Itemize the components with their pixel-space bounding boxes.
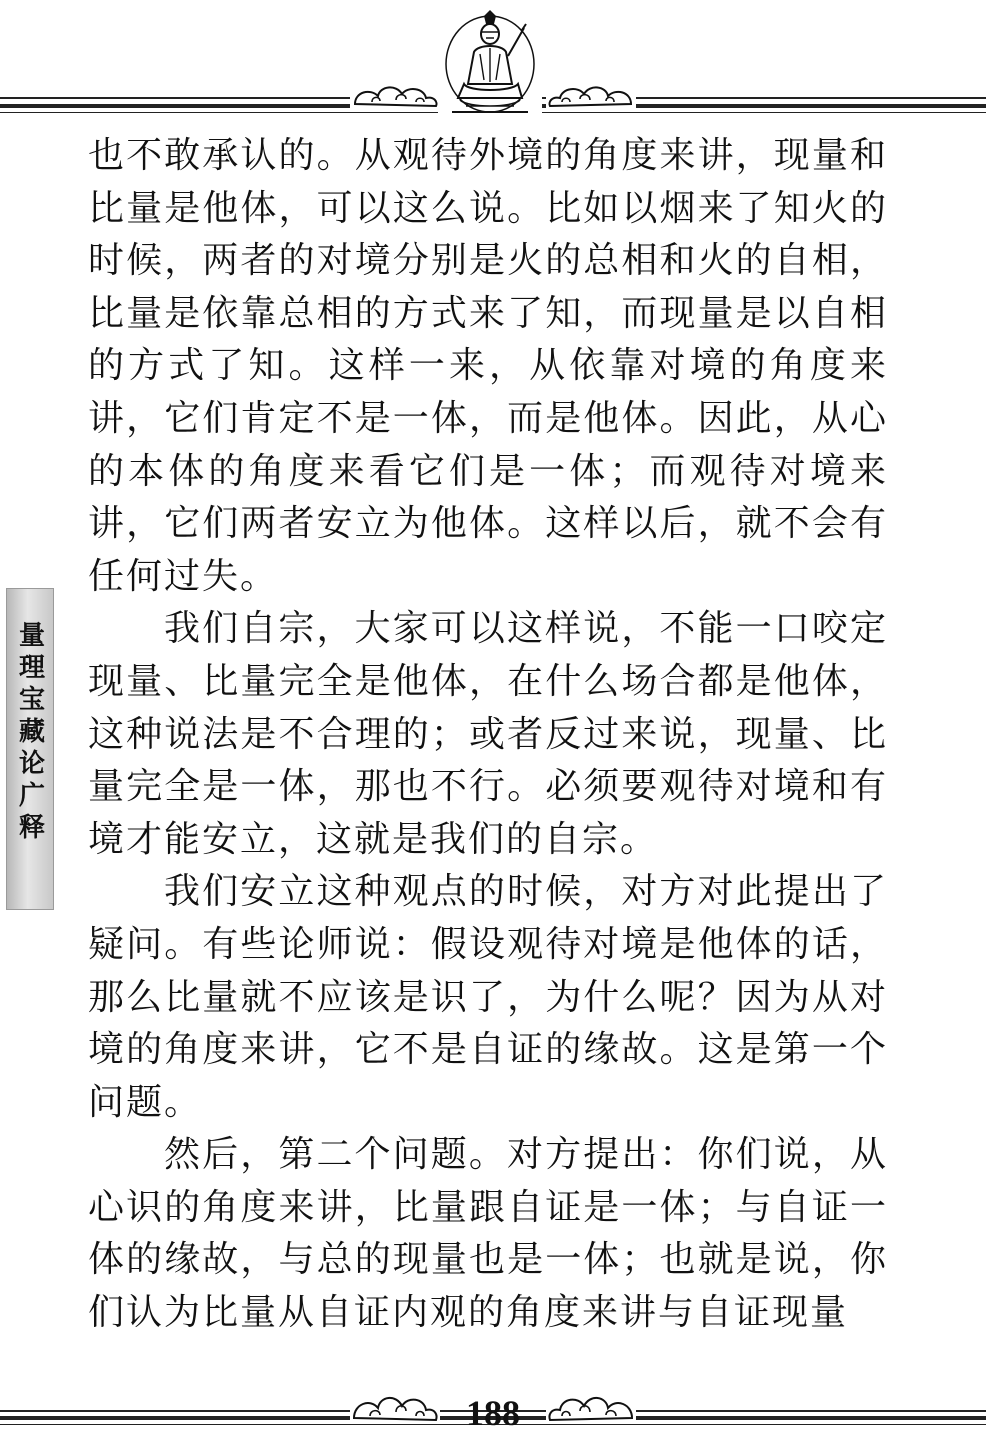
paragraph: 我们安立这种观点的时候，对方对此提出了疑问。有些论师说：假设观待对境是他体的话，那么比量就不应该是识了，为什么呢？因为从对境的角度来讲，它不是自证的缘故。这是第一个问题。 <box>88 871 888 1123</box>
paragraph: 然后，第二个问题。对方提出：你们说，从心识的角度来讲，比量跟自证是一体；与自证一体的缘故，与总的现量也是一体；也就是说，你们认为比量从自证内观的角度来讲与自证现量 <box>88 1134 888 1334</box>
cloud-left-icon <box>350 82 440 110</box>
paragraph: 我们自宗，大家可以这样说，不能一口咬定现量、比量完全是他体，在什么场合都是他体，这种说法是不合理的；或者反过来说，现量、比量完全是一体，那也不行。必须要观待对境和有境才能安立，这就是我们的自宗。 <box>88 608 888 860</box>
padmasambhava-figure-icon <box>438 8 542 116</box>
cloud-left-icon <box>350 1390 440 1424</box>
side-title-tab <box>6 588 54 910</box>
cloud-right-icon <box>546 82 636 110</box>
book-title: 量理宝藏论广释 <box>14 621 45 845</box>
page-number: 188 <box>466 1393 520 1433</box>
paragraph: 也不敢承认的。从观待外境的角度来讲，现量和比量是他体，可以这么说。比如以烟来了知火的时候，两者的对境分别是火的总相和火的自相，比量是依靠总相的方式来了知，而现量是以自相的方式了知。这样一来，从依靠对境的角度来讲，它们肯定不是一体，而是他体。因此，从心的本体的角度来看它们是一体；而观待对境来讲，它们两者安立为他体。这样以后，就不会有任何过失。 <box>88 135 888 597</box>
body-text <box>88 130 888 1340</box>
cloud-right-icon <box>546 1390 636 1424</box>
